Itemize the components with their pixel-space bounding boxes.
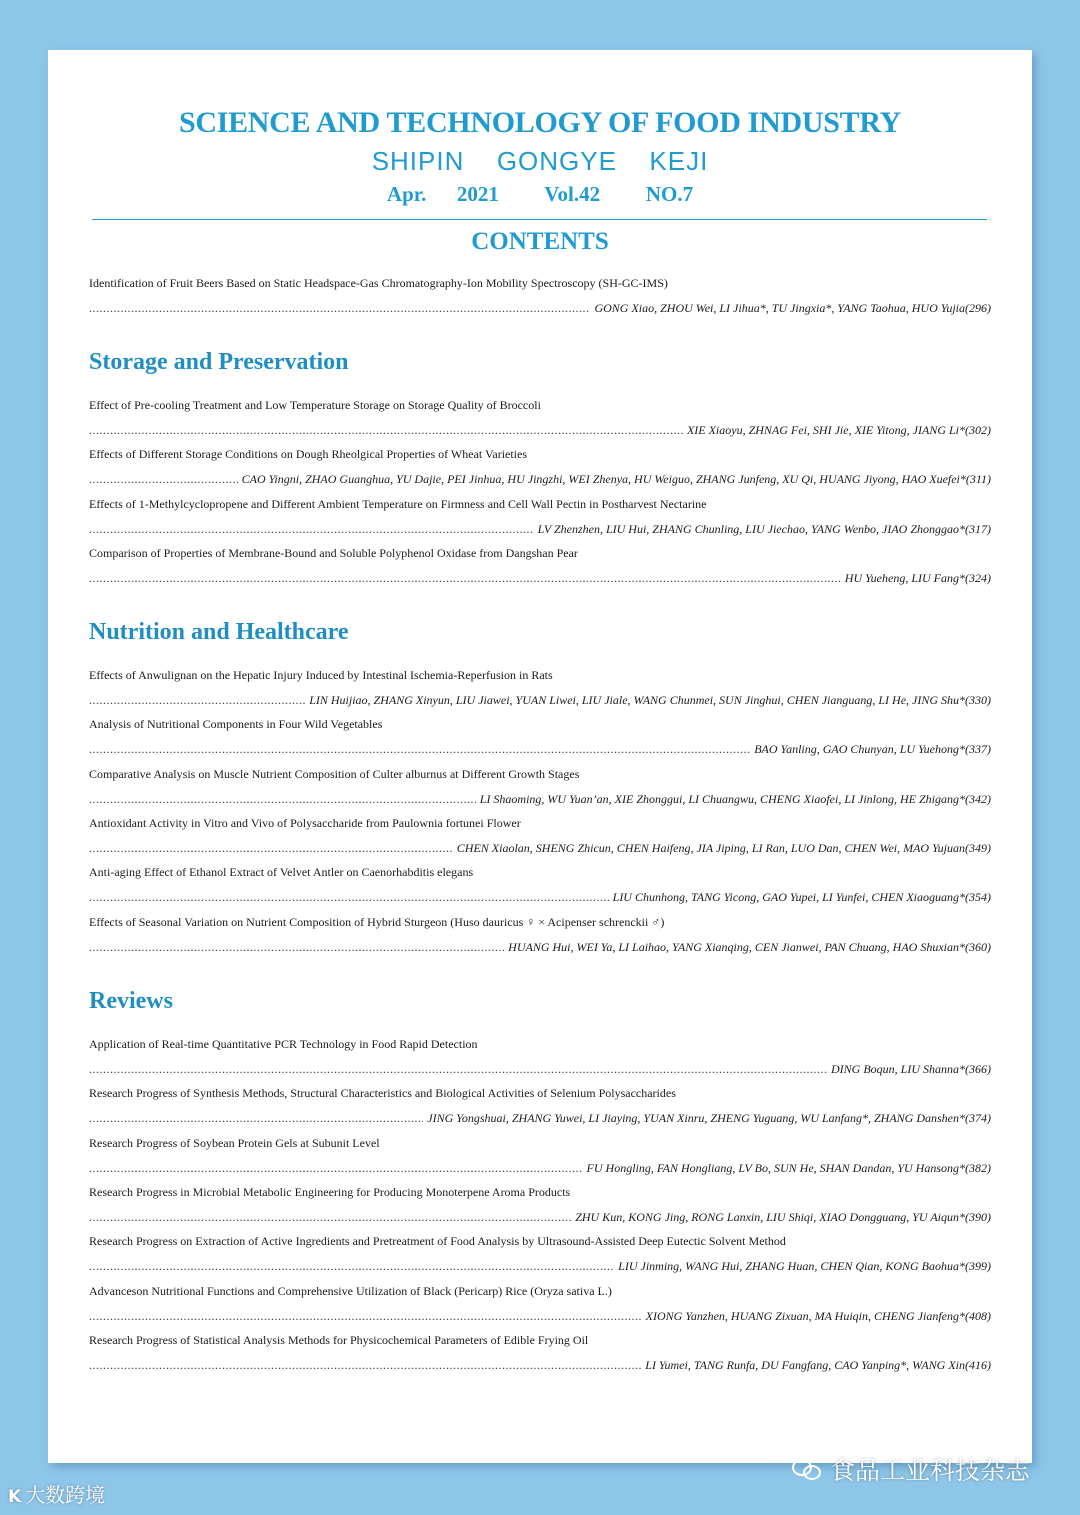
entry-title: Effects of Seasonal Variation on Nutrient Composition of Hybrid Sturgeon (Huso dauricus ♀ × Acipenser schrenckii ♂) (89, 915, 665, 929)
entry-authors: HU Yueheng, LIU Fang*(324) (844, 571, 991, 585)
toc-entry[interactable] (89, 1283, 991, 1324)
entry-authors: LIU Jinming, WANG Hui, ZHANG Huan, CHEN Qian, KONG Baohua*(399) (618, 1259, 991, 1273)
toc-entry[interactable] (89, 1036, 991, 1077)
entry-title: Comparative Analysis on Muscle Nutrient Composition of Culter alburnus at Different Growth Stages (89, 767, 580, 781)
entry-title: Research Progress of Statistical Analysis Methods for Physicochemical Parameters of Edible Frying Oil (89, 1333, 589, 1347)
entry-title: Effects of Different Storage Conditions on Dough Rheolgical Properties of Wheat Varieties (89, 447, 528, 461)
entry-title: Research Progress in Microbial Metabolic Engineering for Producing Monoterpene Aroma Products (89, 1185, 571, 1199)
toc-entry[interactable] (89, 446, 991, 487)
entry-title: Advanceson Nutritional Functions and Comprehensive Utilization of Black (Pericarp) Rice (Oryza sativa L.) (89, 1284, 612, 1298)
entry-title: Anti-aging Effect of Ethanol Extract of Velvet Antler on Caenorhabditis elegans (89, 865, 474, 879)
entry-authors: CHEN Xiaolan, SHENG Zhicun, CHEN Haifeng, JIA Jiping, LI Ran, LUO Dan, CHEN Wei, MAO Yujuan(349) (456, 841, 991, 855)
toc-entry[interactable] (89, 1085, 991, 1126)
toc-entry[interactable] (89, 766, 991, 807)
entry-authors: LIU Chunhong, TANG Yicong, GAO Yupei, LI Yunfei, CHEN Xiaoguang*(354) (612, 890, 991, 904)
leader-dots (89, 889, 609, 905)
toc-entry[interactable] (89, 496, 991, 537)
watermark-left (8, 1479, 105, 1508)
entry-authors: XIE Xiaoyu, ZHNAG Fei, SHI Jie, XIE Yitong, JIANG Li*(302) (686, 423, 991, 437)
section-heading-storage: Storage and Preservation (89, 349, 349, 375)
contents-page (48, 50, 1032, 1463)
entry-authors: CAO Yingni, ZHAO Guanghua, YU Dajie, PEI Jinhua, HU Jingzhi, WEI Zhenya, HU Weiguo, ZHANG Junfeng, XU Qi, HUANG Jiyong, HAO Xuefei*(311) (241, 472, 991, 486)
entry-title: Effects of Anwulignan on the Hepatic Injury Induced by Intestinal Ischemia-Reperfusion in Rats (89, 668, 553, 682)
toc-entry[interactable] (89, 1135, 991, 1176)
toc-entry[interactable] (89, 1233, 991, 1274)
watermark-left-text: 大数跨境 (25, 1483, 106, 1507)
leader-dots (89, 521, 534, 537)
entry-title: Research Progress of Soybean Protein Gels at Subunit Level (89, 1136, 380, 1150)
toc-entry[interactable] (89, 397, 991, 438)
toc-entry[interactable] (89, 545, 991, 586)
entry-title: Research Progress of Synthesis Methods, Structural Characteristics and Biological Activities of Selenium Polysaccharides (89, 1086, 676, 1100)
leader-dots (89, 840, 453, 856)
leader-dots (89, 1061, 827, 1077)
toc-entry[interactable] (89, 864, 991, 905)
leader-dots (89, 741, 750, 757)
leader-dots (89, 1160, 583, 1176)
leader-dots (89, 692, 305, 708)
leader-dots (89, 570, 841, 586)
entry-authors: LI Yumei, TANG Runfa, DU Fangfang, CAO Yanping*, WANG Xin(416) (645, 1358, 991, 1372)
entry-title: Comparison of Properties of Membrane-Bound and Soluble Polyphenol Oxidase from Dangshan Pear (89, 546, 578, 560)
toc-entry[interactable] (89, 1184, 991, 1225)
watermark-right-text: 食品工业科技杂志 (830, 1456, 1031, 1485)
entry-authors: ZHU Kun, KONG Jing, RONG Lanxin, LIU Shiqi, XIAO Dongguang, YU Aiqun*(390) (575, 1210, 991, 1224)
entry-authors: LV Zhenzhen, LIU Hui, ZHANG Chunling, LIU Jiechao, YANG Wenbo, JIAO Zhonggao*(317) (537, 522, 991, 536)
brand-logo-icon: K (8, 1487, 22, 1507)
toc-entry[interactable] (89, 716, 991, 757)
entry-authors: JING Yongshuai, ZHANG Yuwei, LI Jiaying, YUAN Xinru, ZHENG Yuguang, WU Lanfang*, ZHANG Danshen*(374) (427, 1111, 991, 1125)
entry-authors: LIN Huijiao, ZHANG Xinyun, LIU Jiawei, YUAN Liwei, LIU Jiale, WANG Chunmei, SUN Jinghui, CHEN Jianguang, LI He, JING Shu*(330) (309, 693, 991, 707)
toc-entry[interactable] (89, 275, 991, 316)
journal-pinyin: SHIPIN GONGYE KEJI (371, 146, 709, 176)
journal-title: SCIENCE AND TECHNOLOGY OF FOOD INDUSTRY (178, 106, 902, 139)
toc-entry[interactable] (89, 1332, 991, 1373)
entry-authors: LI Shaoming, WU Yuan’an, XIE Zhonggui, LI Chuangwu, CHENG Xiaofei, LI Jinlong, HE Zhigang*(342) (479, 792, 991, 806)
entry-authors: HUANG Hui, WEI Ya, LI Laihao, YANG Xianqing, CEN Jianwei, PAN Chuang, HAO Shuxian*(360) (508, 940, 991, 954)
entry-authors: DING Boqun, LIU Shanna*(366) (831, 1062, 991, 1076)
entry-title: Effect of Pre-cooling Treatment and Low Temperature Storage on Storage Quality of Broccoli (89, 398, 541, 412)
header-divider (92, 219, 987, 220)
leader-dots (89, 1258, 614, 1274)
leader-dots (89, 939, 504, 955)
journal-issue: Apr. 2021 Vol.42 NO.7 (386, 182, 694, 206)
toc-entry[interactable] (89, 914, 991, 955)
entry-authors: XIONG Yanzhen, HUANG Zixuan, MA Huiqin, CHENG Jianfeng*(408) (645, 1309, 991, 1323)
wechat-icon (792, 1457, 822, 1481)
leader-dots (89, 300, 590, 316)
leader-dots (89, 791, 476, 807)
contents-heading: CONTENTS (471, 228, 609, 255)
section-heading-reviews: Reviews (89, 988, 173, 1014)
entry-title: Effects of 1-Methylcyclopropene and Different Ambient Temperature on Firmness and Cell Wall Pectin in Postharvest Nectarine (89, 497, 707, 511)
entry-title: Analysis of Nutritional Components in Four Wild Vegetables (89, 717, 383, 731)
entry-authors: GONG Xiao, ZHOU Wei, LI Jihua*, TU Jingxia*, YANG Taohua, HUO Yujia(296) (594, 301, 991, 315)
entry-title: Application of Real-time Quantitative PCR Technology in Food Rapid Detection (89, 1037, 478, 1051)
leader-dots (89, 1308, 642, 1324)
entry-authors: BAO Yanling, GAO Chunyan, LU Yuehong*(337) (754, 742, 991, 756)
toc-entry[interactable] (89, 667, 991, 708)
leader-dots (89, 471, 238, 487)
toc-entry[interactable] (89, 815, 991, 856)
entry-title: Antioxidant Activity in Vitro and Vivo of Polysaccharide from Paulownia fortunei Flower (89, 816, 521, 830)
entry-title: Identification of Fruit Beers Based on Static Headspace-Gas Chromatography-Ion Mobility Spectroscopy (SH-GC-IMS) (89, 276, 668, 290)
leader-dots (89, 1357, 641, 1373)
leader-dots (89, 422, 683, 438)
watermark-right (792, 1451, 1030, 1487)
entry-title: Research Progress on Extraction of Active Ingredients and Pretreatment of Food Analysis by Ultrasound-Assisted Deep Eutectic Solvent Method (89, 1234, 786, 1248)
section-heading-nutrition: Nutrition and Healthcare (89, 619, 349, 645)
leader-dots (89, 1209, 571, 1225)
leader-dots (89, 1110, 423, 1126)
entry-authors: FU Hongling, FAN Hongliang, LV Bo, SUN He, SHAN Dandan, YU Hansong*(382) (586, 1161, 991, 1175)
